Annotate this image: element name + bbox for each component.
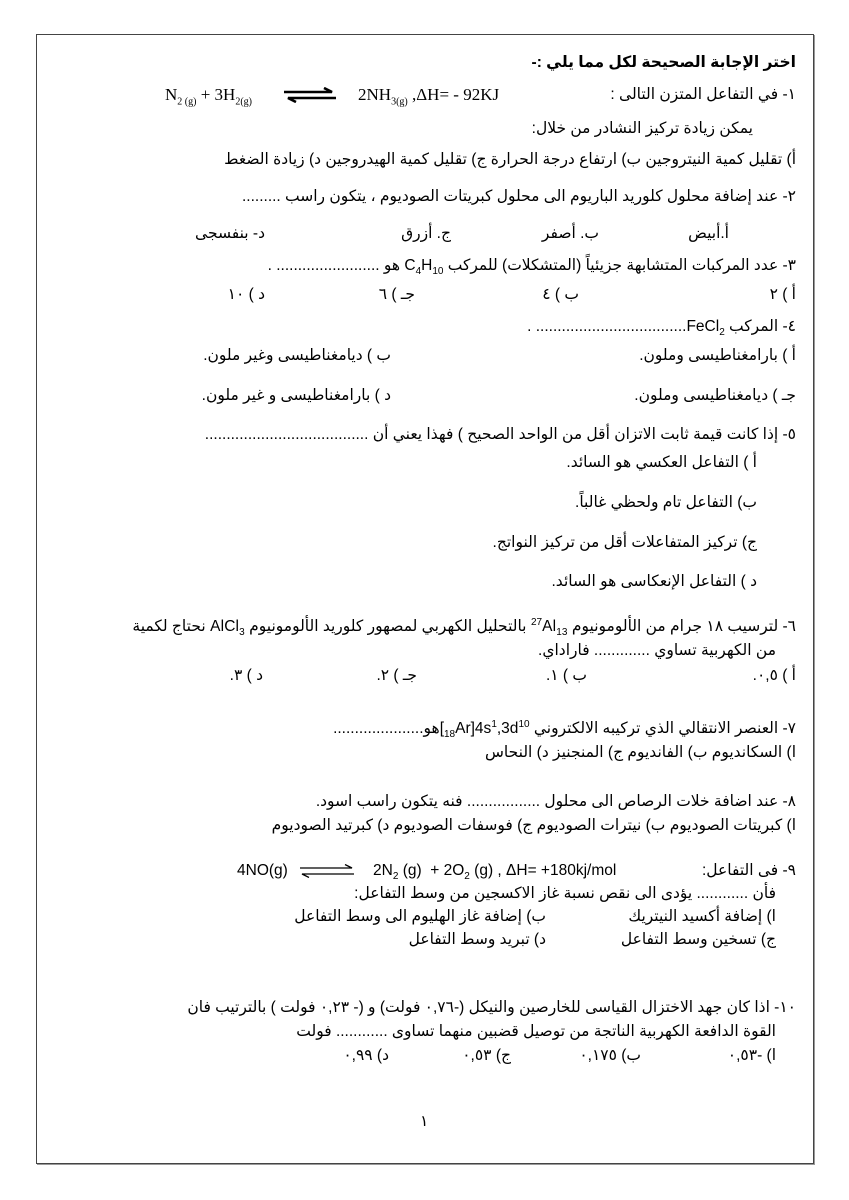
q8-text: ٨- عند اضافة خلات الرصاص الى محلول ................. فنه يتكون راسب اسود. — [315, 793, 796, 810]
q5-text: ٥- إذا كانت قيمة ثابت الاتزان أقل من الواحد الصحيح ) فهذا يعني أن ...................................... — [204, 426, 796, 443]
q9-option-a: ا) إضافة أكسيد النيتريك — [628, 908, 776, 925]
q7-text: ٧- العنصر الانتقالي الذي تركيبه الالكتروني $[_{18}Ar]4s^1,3d^{10}هو$..................... — [333, 718, 796, 741]
q4-option-a: أ ) بارامغناطيسى وملون. — [639, 347, 796, 364]
q3-option-c: جـ ) ٦ — [378, 286, 415, 303]
q9-option-b: ب) إضافة غاز الهليوم الى وسط التفاعل — [294, 908, 546, 925]
q2-option-c: ج. أزرق — [401, 225, 451, 242]
q6-line2: من الكهربية تساوي ............. فاراداي. — [538, 642, 776, 659]
q9-text: ٩- فى التفاعل: — [702, 862, 796, 879]
q9-subtext: فأن ............ يؤدى الى نقص نسبة غاز الاكسجين من وسط التفاعل: — [354, 885, 776, 902]
q1-equation-right: $2NH_{3(g)}$ ,ΔH= - 92KJ — [358, 85, 500, 108]
q9-option-c: ج) تسخين وسط التفاعل — [620, 931, 776, 948]
q6-option-c: جـ ) ٢. — [376, 667, 417, 684]
q3-option-d: د ) ١٠ — [227, 286, 265, 303]
equilibrium-arrow-icon — [282, 87, 338, 103]
q10-line1: ١٠- اذا كان جهد الاختزال القياسى للخارصين والنيكل (-٠,٧٦ فولت) و (- ٠,٢٣ فولت ) بالترتيب فان — [187, 999, 796, 1016]
q1-equation-left: $N_{2 (g)} + 3H_{2(g)}$ — [165, 85, 252, 108]
equilibrium-arrow-icon — [298, 864, 356, 878]
q2-option-d: د- بنفسجى — [195, 225, 265, 242]
q6-line1: ٦- لترسيب ١٨ جرام من الألومونيوم $^{27}Al_{13}$ بالتحليل الكهربي لمصهور كلوريد الألومونيوم AlCl$_3$ نحتاج لكمية — [132, 616, 796, 639]
q1-text: ١- في التفاعل المتزن التالى : — [610, 86, 796, 103]
q4-option-c: جـ ) ديامغناطيسى وملون. — [634, 387, 796, 404]
q3-option-a: أ ) ٢ — [769, 286, 796, 303]
q4-option-b: ب ) ديامغناطيسى وغير ملون. — [203, 347, 391, 364]
q10-line2: القوة الدافعة الكهربية الناتجة من توصيل قضبين منهما تساوى ............ فولت — [296, 1023, 776, 1040]
q5-option-d: د ) التفاعل الإنعكاسى هو السائد. — [551, 573, 757, 590]
q1-options: أ) تقليل كمية النيتروجين ب) ارتفاع درجة الحرارة ج) تقليل كمية الهيدروجين د) زيادة الضغط — [224, 151, 796, 168]
q10-option-a: ا) -٠,٥٣ — [727, 1047, 776, 1064]
q6-option-b: ب ) ١. — [545, 667, 587, 684]
q10-option-c: ج) ٠,٥٣ — [462, 1047, 511, 1064]
instruction-heading: اختر الإجابة الصحيحة لكل مما يلي :- — [531, 54, 796, 71]
q2-option-b: ب. أصفر — [541, 225, 599, 242]
q5-option-a: أ ) التفاعل العكسي هو السائد. — [566, 454, 757, 471]
q8-options: ا) كبريتات الصوديوم ب) نيترات الصوديوم ج) فوسفات الصوديوم د) كبرتيد الصوديوم — [271, 817, 796, 834]
q6-option-a: أ ) ٠,٥. — [752, 667, 796, 684]
q5-option-c: ج) تركيز المتفاعلات أقل من تركيز النواتج. — [492, 534, 757, 551]
q10-option-b: ب) ٠,١٧٥ — [579, 1047, 641, 1064]
q4-option-d: د ) بارامغناطيسى و غير ملون. — [201, 387, 391, 404]
q3-text: ٣- عدد المركبات المتشابهة جزيئياً (المتشكلات) للمركب $C_4H_{10}$ هو ........................ . — [267, 257, 796, 278]
q2-text: ٢- عند إضافة محلول كلوريد الباريوم الى محلول كبريتات الصوديوم ، يتكون راسب ......... — [241, 188, 796, 205]
q7-options: ا) السكانديوم ب) الفانديوم ج) المنجنيز د) النحاس — [485, 744, 796, 761]
q9-equation-left: 4NO(g) — [237, 862, 288, 879]
q1-subtext: يمكن زيادة تركيز النشادر من خلال: — [531, 120, 753, 137]
q9-option-d: د) تبريد وسط التفاعل — [408, 931, 546, 948]
q3-option-b: ب ) ٤ — [542, 286, 579, 303]
q10-option-d: د) ٠,٩٩ — [343, 1047, 389, 1064]
page-number: ١ — [420, 1113, 429, 1130]
q9-equation-right: $2N_2$ $(g) + 2O_2$ (g) , ΔH= +180kj/mol — [373, 862, 617, 883]
q5-option-b: ب) التفاعل تام ولحظي غالباً. — [575, 494, 757, 511]
q4-text: ٤- المركب FeCl$_2$................................... . — [527, 318, 796, 339]
q6-option-d: د ) ٣. — [229, 667, 263, 684]
q2-option-a: أ.أبيض — [688, 225, 729, 242]
